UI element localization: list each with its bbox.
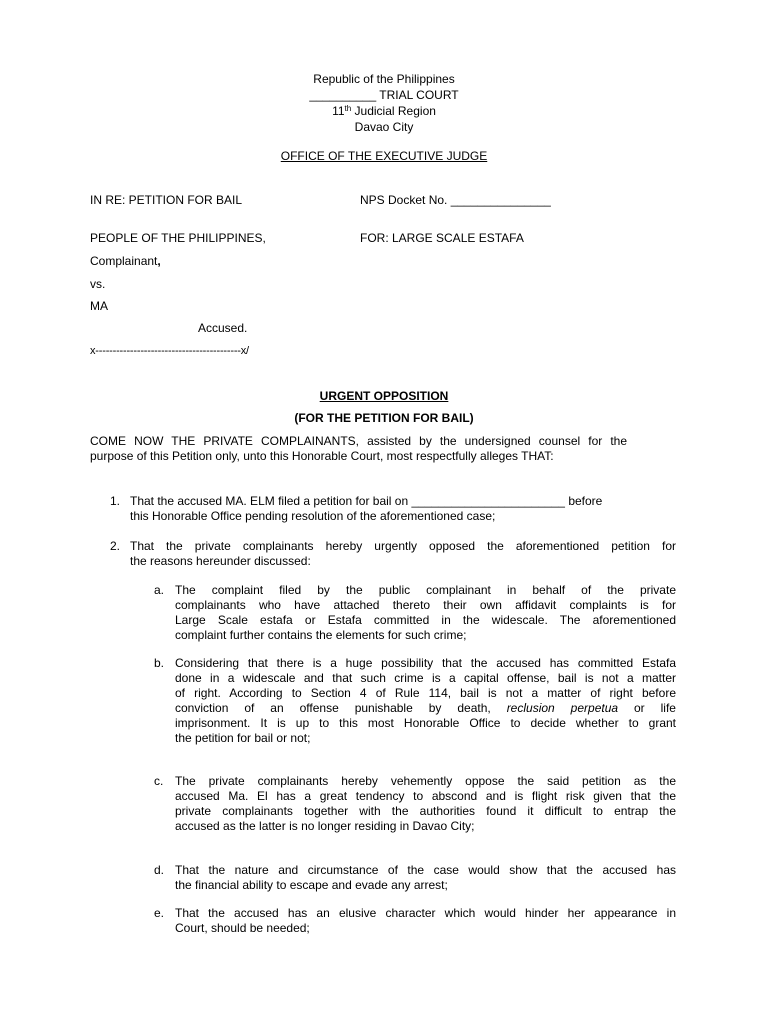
subitem-a-letter: a. bbox=[154, 583, 165, 597]
subitem-b-latin-term: reclusion perpetua bbox=[506, 701, 619, 715]
region-text: Judicial Region bbox=[351, 104, 436, 118]
item-1-line-2: this Honorable Office pending resolution of the aforementioned case; bbox=[130, 509, 496, 523]
caption-accused-label: Accused. bbox=[198, 321, 248, 335]
subitem-d-line-1: That the nature and circumstance of the case would show that the accused has bbox=[175, 863, 676, 877]
complainant-comma: , bbox=[157, 254, 161, 268]
item-1-number: 1. bbox=[110, 494, 121, 508]
subitem-b-line-6: the petition for bail or not; bbox=[175, 731, 311, 745]
caption-people: PEOPLE OF THE PHILIPPINES, bbox=[90, 231, 266, 245]
subitem-d-line-2: the financial ability to escape and evade any arrest; bbox=[175, 878, 448, 892]
subitem-c-line-4: accused as the latter is no longer residing in Davao City; bbox=[175, 819, 475, 833]
item-1-date-blank: _______________________ bbox=[411, 494, 565, 508]
title-subtitle: (FOR THE PETITION FOR BAIL) bbox=[294, 411, 474, 425]
item-2-line-2: the reasons hereunder discussed: bbox=[130, 554, 311, 568]
caption-in-re: IN RE: PETITION FOR BAIL bbox=[90, 193, 243, 207]
caption-docket bbox=[360, 193, 551, 208]
intro-line-2: purpose of this Petition only, unto this Honorable Court, most respectfully alleges THAT: bbox=[90, 449, 554, 463]
docket-blank: _______________ bbox=[450, 193, 551, 207]
header-city: Davao City bbox=[354, 120, 414, 134]
item-2-number: 2. bbox=[110, 539, 121, 553]
subitem-c-letter: c. bbox=[154, 774, 164, 788]
subitem-e-line-2: Court, should be needed; bbox=[175, 921, 310, 935]
caption-vs: vs. bbox=[90, 277, 106, 291]
item-1-text-b: before bbox=[564, 494, 603, 508]
subitem-d-letter: d. bbox=[154, 863, 165, 877]
docket-label: NPS Docket No. bbox=[360, 193, 451, 207]
subitem-e-letter: e. bbox=[154, 906, 165, 920]
header-trial-court bbox=[0, 88, 768, 103]
item-1-line-1 bbox=[130, 494, 602, 509]
subitem-b-line-4-a: conviction of an offense punishable by death, bbox=[175, 701, 507, 715]
header-judicial-region bbox=[0, 104, 768, 119]
intro-line-1: COME NOW THE PRIVATE COMPLAINANTS, assisted by the undersigned counsel for the bbox=[90, 434, 627, 448]
region-superscript: th bbox=[344, 104, 352, 113]
caption-separator: x------------------------------------------x/ bbox=[90, 345, 249, 357]
complainant-label: Complainant bbox=[90, 254, 158, 268]
item-1-text-a: That the accused MA. ELM filed a petition for bail on bbox=[130, 494, 412, 508]
subitem-c-line-3: private complainants together with the authorities found it difficult to entrap the bbox=[175, 804, 676, 818]
subitem-c-line-1: The private complainants hereby vehemently oppose the said petition as the bbox=[175, 774, 676, 788]
subitem-b-line-4-b: or life bbox=[618, 701, 676, 715]
subitem-a-line-2: complainants who have attached thereto their own affidavit complaints is for bbox=[175, 598, 676, 612]
subitem-e-line-1: That the accused has an elusive character which would hinder her appearance in bbox=[175, 906, 676, 920]
court-suffix: TRIAL COURT bbox=[376, 88, 459, 102]
region-number: 11 bbox=[332, 104, 345, 118]
subitem-b-line-5: imprisonment. It is up to this most Honorable Office to decide whether to grant bbox=[175, 716, 676, 730]
caption-for-crime: FOR: LARGE SCALE ESTAFA bbox=[360, 231, 524, 245]
item-2-line-1: That the private complainants hereby urgently opposed the aforementioned petition for bbox=[130, 539, 676, 553]
subitem-b-letter: b. bbox=[154, 656, 165, 670]
subitem-b-line-1: Considering that there is a huge possibility that the accused has committed Estafa bbox=[175, 656, 676, 670]
caption-accused-name: MA bbox=[90, 299, 108, 313]
subitem-a-line-3: Large Scale estafa or Estafa committed in the widescale. The aforementioned bbox=[175, 613, 676, 627]
subitem-c-line-2: accused Ma. El has a great tendency to abscond and is flight risk given that the bbox=[175, 789, 676, 803]
header-office: OFFICE OF THE EXECUTIVE JUDGE bbox=[280, 149, 488, 163]
court-name-blank: __________ bbox=[309, 88, 377, 102]
subitem-b-line-4 bbox=[175, 701, 676, 716]
subitem-b-line-2: done in a widescale and that such crime is a capital offense, bail is not a matter bbox=[175, 671, 676, 685]
subitem-b-line-3: of right. According to Section 4 of Rule 114, bail is not a matter of right before bbox=[175, 686, 676, 700]
title-urgent-opposition: URGENT OPPOSITION bbox=[319, 389, 449, 403]
header-republic: Republic of the Philippines bbox=[313, 72, 455, 86]
subitem-a-line-1: The complaint filed by the public complainant in behalf of the private bbox=[175, 583, 676, 597]
caption-complainant bbox=[90, 254, 161, 269]
subitem-a-line-4: complaint further contains the elements for such crime; bbox=[175, 628, 467, 642]
